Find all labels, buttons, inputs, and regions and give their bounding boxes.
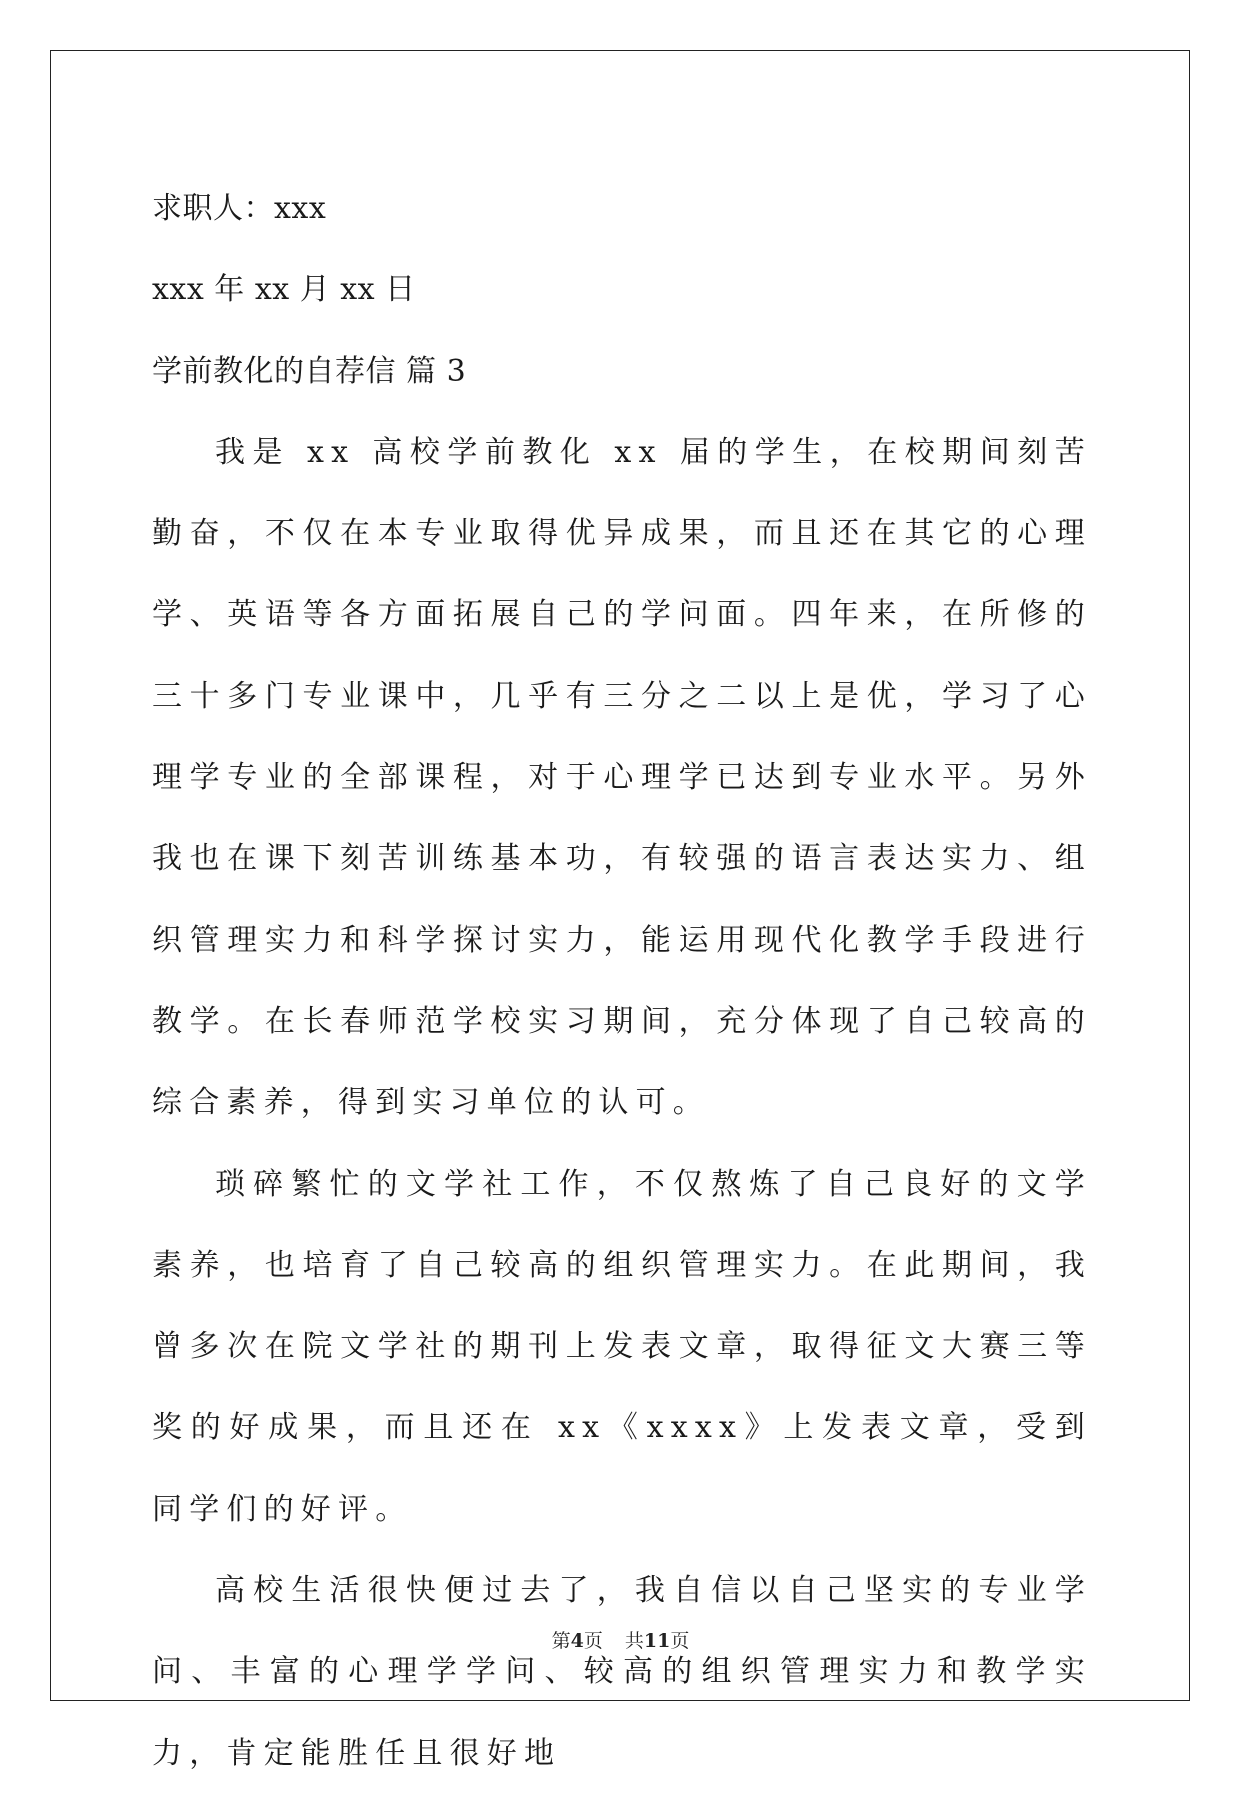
page-prefix: 第 — [551, 1630, 571, 1652]
page-footer — [0, 1626, 1241, 1653]
total-prefix: 共 — [624, 1630, 644, 1652]
paragraph-1: 我是 xx 高校学前教化 xx 届的学生，在校期间刻苦勤奋，不仅在本专业取得优异成果，而且还在其它的心理学、英语等各方面拓展自己的学问面。四年来，在所修的三十多门专业课中，几乎有三分之二以上是优，学习了心理学专业的全部课程，对于心理学已达到专业水平。另外我也在课下刻苦训练基本功，有较强的语言表达实力、组织管理实力和科学探讨实力，能运用现代化教学手段进行教学。在长春师范学校实习期间，充分体现了自己较高的综合素养，得到实习单位的认可。 — [152, 434, 1092, 1121]
date-line: xxx 年 xx 月 xx 日 — [152, 272, 416, 308]
signature-line: 求职人：xxx — [152, 191, 327, 226]
section-heading: 学前教化的自荐信 篇 3 — [152, 353, 467, 389]
paragraph-3: 高校生活很快便过去了，我自信以自己坚实的专业学问、丰富的心理学学问、较高的组织管理实力和教学实力，肯定能胜任且很好地 — [152, 1573, 1092, 1771]
total-suffix: 页 — [670, 1630, 690, 1652]
document-body — [152, 168, 1092, 1794]
page-number: 4 — [570, 1630, 584, 1652]
paragraph-2: 琐碎繁忙的文学社工作，不仅熬炼了自己良好的文学素养，也培育了自己较高的组织管理实力。在此期间，我曾多次在院文学社的期刊上发表文章，取得征文大赛三等奖的好成果，而且还在 xx《xxxx》上发表文章，受到同学们的好评。 — [152, 1166, 1092, 1527]
total-pages: 11 — [643, 1630, 671, 1652]
page-suffix: 页 — [583, 1630, 603, 1652]
